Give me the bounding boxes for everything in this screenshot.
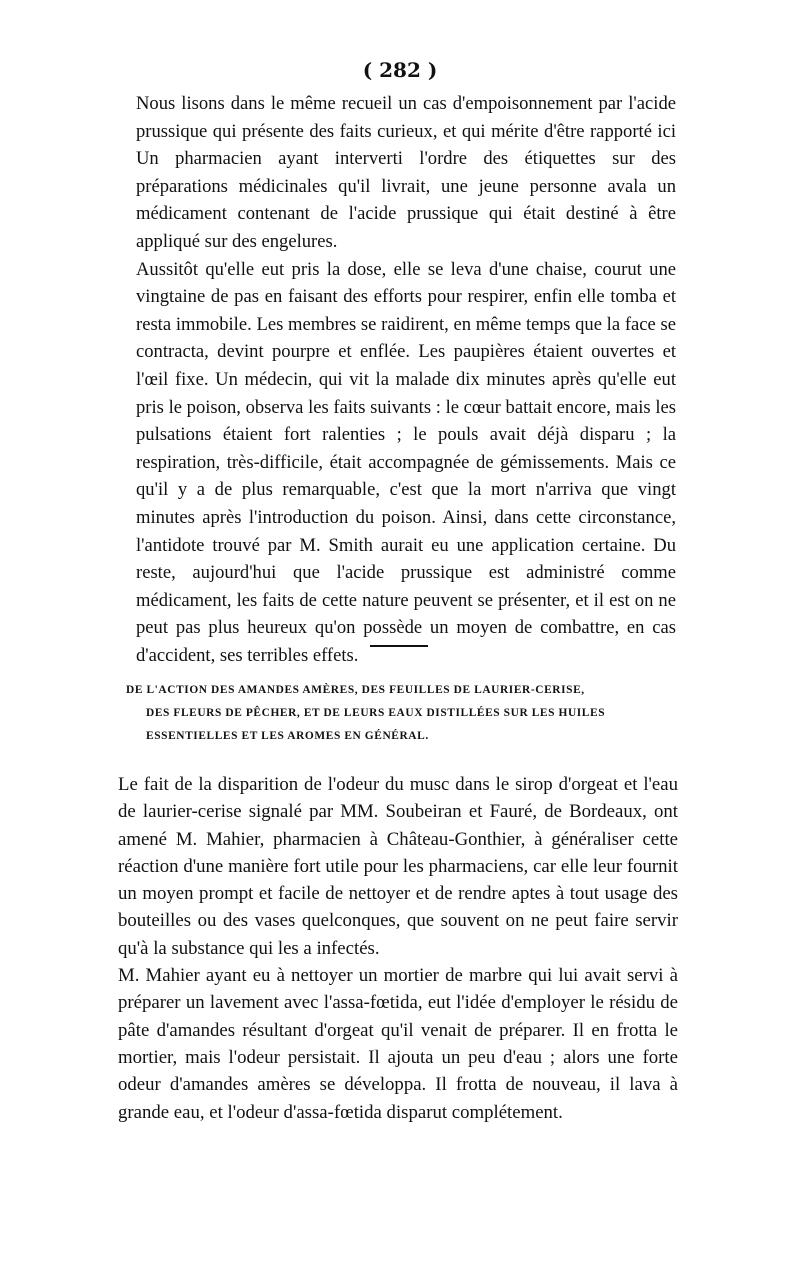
paragraph: M. Mahier ayant eu à nettoyer un mortier de marbre qui lui avait servi à préparer un lavement avec l'assa-fœtida, eut l'idée d'employer le résidu de pâte d'amandes résultant d'orgeat qu'il venait de préparer. Il en frotta le mortier, mais l'odeur persistait. Il ajouta un peu d'eau ; alors une forte odeur d'amandes amères se développa. Il frotta de nouveau, il lava à grande eau, et l'odeur d'assa-fœtida disparut complétement. [118,965,678,1123]
article-section-bitter-almonds [118,771,678,1126]
section-heading [126,679,674,748]
paragraph: Nous lisons dans le même recueil un cas d'empoisonnement par l'acide prussique qui présente des faits curieux, et qui mérite d'être rapporté ici Un pharmacien ayant interverti l'ordre des étiquettes sur des préparations médicinales qu'il livrait, une jeune personne avala un médicament contenant de l'acide prussique qui était destiné à être appliqué sur des engelures. [136,93,676,252]
section-divider [370,645,428,647]
section-heading-line: DE L'ACTION DES AMANDES AMÈRES, DES FEUILLES DE LAURIER-CERISE, [126,684,585,696]
paragraph: Le fait de la disparition de l'odeur du musc dans le sirop d'orgeat et l'eau de laurier-cerise signalé par MM. Soubeiran et Fauré, de Bordeaux, ont amené M. Mahier, pharmacien à Château-Gonthier, à généraliser cette réaction d'une manière fort utile pour les pharmaciens, car elle leur fournit un moyen prompt et facile de nettoyer et de rendre aptes à tout usage des bouteilles ou des vases quelconques, que souvent on ne peut faire servir qu'à la substance qui les a infectés. [118,774,678,959]
page-number: ( 282 ) [362,58,438,82]
paragraph: Aussitôt qu'elle eut pris la dose, elle se leva d'une chaise, courut une vingtaine de pas en faisant des efforts pour respirer, enfin elle tomba et resta immobile. Les membres se raidirent, en même temps que la face se contracta, devint pourpre et enflée. Les paupières étaient ouvertes et l'œil fixe. Un médecin, qui vit la malade dix minutes après qu'elle eut pris le poison, observa les faits suivants : le cœur battait encore, mais les pulsations étaient fort ralenties ; le pouls avait déjà disparu ; la respiration, très-difficile, était accompagnée de gémissements. Mais ce qu'il y a de plus remarquable, c'est que la mort n'arriva que vingt minutes après l'introduction du poison. Ainsi, dans cette circonstance, l'antidote trouvé par M. Smith aurait eu une application certaine. Du reste, aujourd'hui que l'acide prussique est administré comme médicament, les faits de cette nature peuvent se présenter, et il est on ne peut pas plus heureux qu'on possède un moyen de combattre, en cas d'accident, ses terribles effets. [136,258,676,666]
section-heading-line: ESSENTIELLES ET LES AROMES EN GÉNÉRAL. [146,730,429,742]
section-heading-line: DES FLEURS DE PÊCHER, ET DE LEURS EAUX DISTILLÉES SUR LES HUILES [146,707,606,719]
article-section-prussic-acid [136,90,676,669]
